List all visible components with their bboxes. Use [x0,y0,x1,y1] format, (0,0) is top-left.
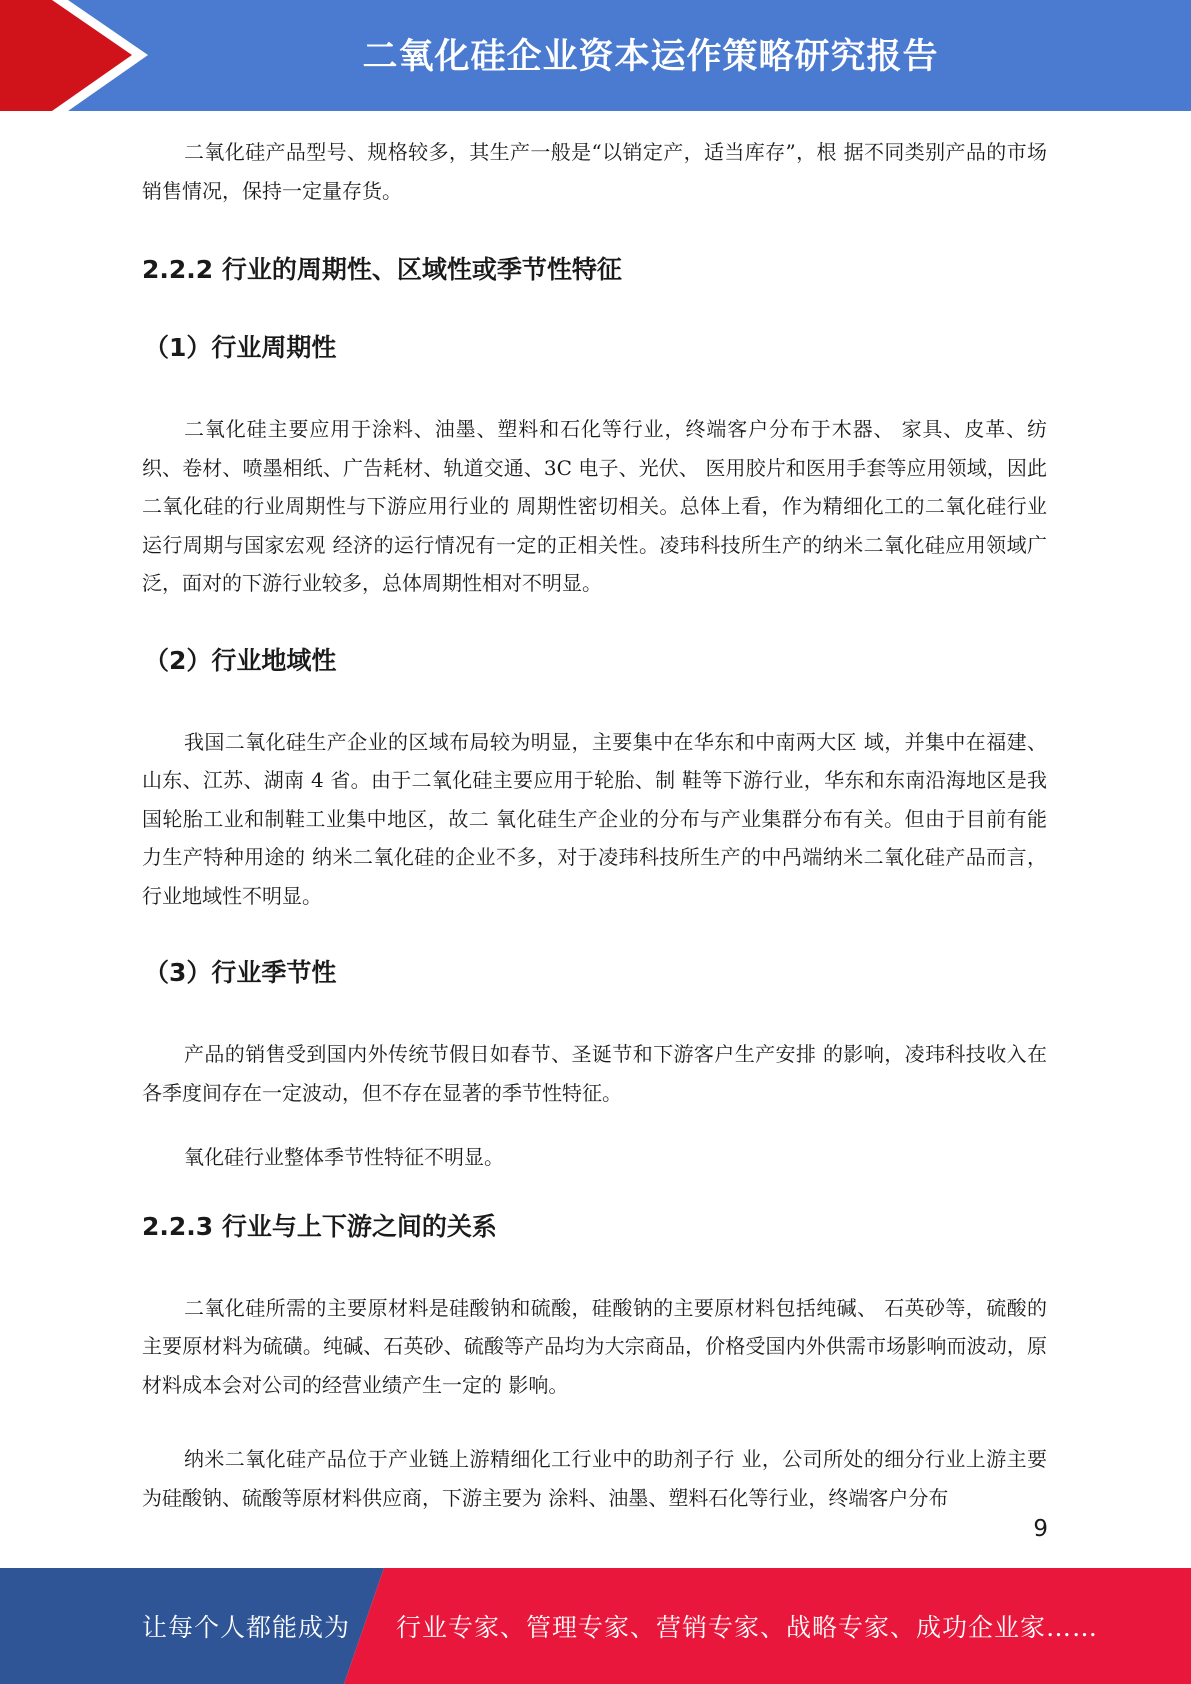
subsection-cyclicality-heading: （1）行业周期性 [144,333,337,362]
cyclicality-paragraph: 二氧化硅主要应用于涂料、油墨、塑料和石化等行业，终端客户分布于木器、 家具、皮革、纺织、卷材、喷墨相纸、广告耗材、轨道交通、3C 电子、光伏、 医用胶片和医用手套等应用领域，因此二氧化硅的行业周期性与下游应用行业的 周期性密切相关。总体上看，作为精细化工的二氧化硅行业运行周期与国家宏观 经济的运行情况有一定的正相关性。凌玮科技所生产的纳米二氧化硅应用领域广泛，面对的下游行业较多，总体周期性相对不明显。 [142,417,1047,595]
section-2-2-3-heading: 2.2.3 行业与上下游之间的关系 [142,1211,497,1241]
report-title: 二氧化硅企业资本运作策略研究报告 [362,37,939,77]
seasonality-paragraph-1: 产品的销售受到国内外传统节假日如春节、圣诞节和下游客户生产安排 的影响，凌玮科技收入在各季度间存在一定波动，但不存在显著的季节性特征。 [142,1042,1047,1105]
upstream-downstream-paragraph-1: 二氧化硅所需的主要原材料是硅酸钠和硫酸，硅酸钠的主要原材料包括纯碱、 石英砂等，硫酸的主要原材料为硫磺。纯碱、石英砂、硫酸等产品均为大宗商品，价格受国内外供需市场影响而波动，原材料成本会对公司的经营业绩产生一定的 影响。 [142,1295,1047,1397]
upstream-downstream-paragraph-2: 纳米二氧化硅产品位于产业链上游精细化工行业中的助剂子行 业，公司所处的细分行业上游主要为硅酸钠、硫酸等原材料供应商，下游主要为 涂料、油墨、塑料石化等行业，终端客户分布 [142,1447,1047,1510]
header-chevron-decoration [0,0,160,111]
intro-paragraph: 二氧化硅产品型号、规格较多，其生产一般是“以销定产，适当库存”，根 据不同类别产品的市场销售情况，保持一定量存货。 [142,140,1047,203]
footer-left-slogan: 让每个人都能成为 [142,1613,351,1642]
section-2-2-2-heading: 2.2.2 行业的周期性、区域性或季节性特征 [142,255,622,284]
subsection-regionality-heading: （2）行业地域性 [144,645,337,675]
subsection-seasonality-heading: （3）行业季节性 [144,958,337,987]
document-body [142,133,1047,1517]
page-header-band [0,0,1191,111]
regionality-paragraph: 我国二氧化硅生产企业的区域布局较为明显，主要集中在华东和中南两大区 域，并集中在福建、山东、江苏、湖南 4 省。由于二氧化硅主要应用于轮胎、制 鞋等下游行业，华东和东南沿海地区是我国轮胎工业和制鞋工业集中地区，故二 氧化硅生产企业的分布与产业集群分布有关。但由于目前有能力生产特种用途的 纳米二氧化硅的企业不多，对于凌玮科技所生产的中冎端纳米二氧化硅产品而言， 行业地域性不明显。 [142,729,1047,908]
footer-right-slogan: 行业专家、管理专家、营销专家、战略专家、成功企业家…… [396,1613,1099,1642]
page-number: 9 [1033,1516,1048,1542]
seasonality-paragraph-2: 氧化硅行业整体季节性特征不明显。 [184,1145,504,1169]
page-footer-band [0,1568,1191,1684]
